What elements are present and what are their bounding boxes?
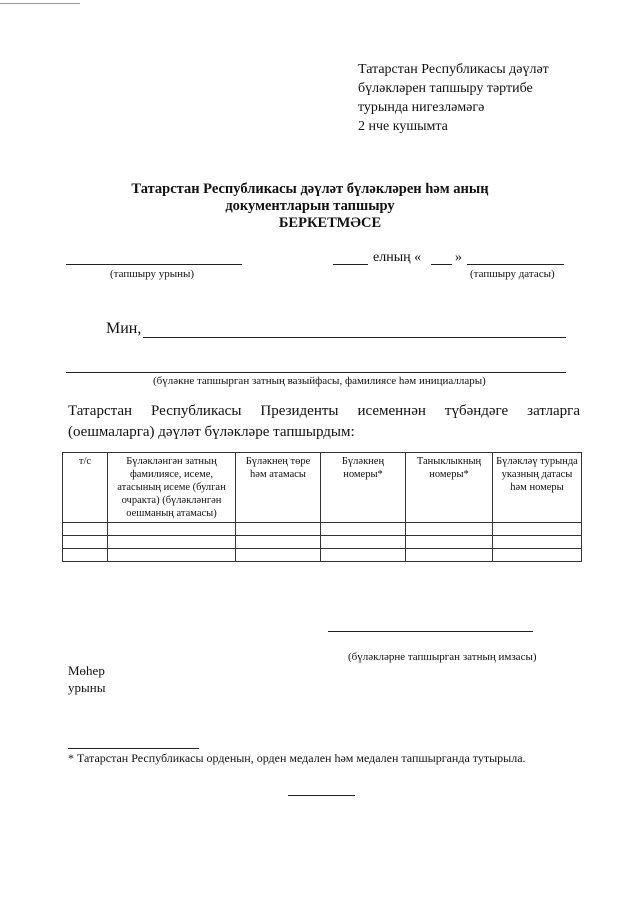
year-text: елның « [373, 250, 422, 265]
table-cell[interactable] [406, 536, 493, 549]
month-line [467, 264, 564, 265]
table-cell[interactable] [108, 549, 236, 562]
seal-line-1: Мөһер [68, 663, 105, 678]
official-caption: (бүләкне тапшырган затның вазыйфасы, фамилиясе һәм инициаллары) [153, 375, 486, 387]
appendix-line-3: турында нигезләмәгә [358, 100, 485, 115]
quote-close: » [455, 250, 462, 265]
table-cell[interactable] [321, 549, 406, 562]
day-line [333, 264, 368, 265]
table-cell[interactable] [236, 536, 321, 549]
table-cell[interactable] [321, 536, 406, 549]
seal-place [68, 662, 105, 696]
table-row [63, 536, 582, 549]
awards-table [62, 452, 582, 562]
official-name-line-2 [66, 372, 566, 373]
table-cell[interactable] [108, 523, 236, 536]
header-awardee: Бүләкләнгән затның фамилиясе, исеме, атасының исеме (булган очракта) (бүләкләнгән оешманың атамасы) [108, 453, 236, 523]
min-label: Мин, [106, 320, 142, 337]
table-row [63, 523, 582, 536]
table-cell[interactable] [493, 549, 582, 562]
table-cell[interactable] [63, 536, 108, 549]
place-line [66, 264, 242, 265]
table-cell[interactable] [406, 549, 493, 562]
document-title [100, 181, 520, 232]
header-award-number: Бүләкнең номеры* [321, 453, 406, 523]
header-decree: Бүләкләү турында указның датасы һәм номеры [493, 453, 582, 523]
title-line-3: БЕРКЕТМӘСЕ [278, 215, 382, 231]
official-name-line-1 [143, 337, 566, 338]
table-cell[interactable] [236, 549, 321, 562]
appendix-line-1: Татарстан Республикасы дәүләт [358, 62, 549, 77]
table-cell[interactable] [63, 549, 108, 562]
footnote-separator [68, 748, 199, 749]
footnote: * Татарстан Республикасы орденын, орден медален һәм медален тапшырганда тутырыла. [68, 751, 526, 765]
table-cell[interactable] [493, 523, 582, 536]
table-row [63, 549, 582, 562]
closing-line [288, 795, 355, 796]
appendix-line-2: бүләкләрен тапшыру тәртибе [358, 81, 533, 96]
title-line-2: документларын тапшыру [225, 198, 395, 214]
scan-artifact-line [0, 3, 80, 4]
place-caption: (тапшыру урыны) [110, 268, 195, 280]
table-header-row [63, 453, 582, 523]
header-certificate-number: Таныклыкның номеры* [406, 453, 493, 523]
signature-line [328, 631, 533, 632]
signature-caption: (бүләкләрне тапшырган затның имзасы) [348, 651, 537, 663]
table-cell[interactable] [406, 523, 493, 536]
table-cell[interactable] [63, 523, 108, 536]
title-line-1: Татарстан Республикасы дәүләт бүләкләрен һәм аның [131, 181, 489, 197]
header-award-type: Бүләкнең төре һәм атамасы [236, 453, 321, 523]
table-cell[interactable] [236, 523, 321, 536]
table-cell[interactable] [108, 536, 236, 549]
header-number: т/с [63, 453, 108, 523]
intro-paragraph: Татарстан Республикасы Президенты исеменнән түбәндәге затларга (оешмаларга) дәүләт бүләкләре тапшырдым: [68, 403, 580, 440]
table-cell[interactable] [493, 536, 582, 549]
appendix-note [358, 60, 549, 136]
table-cell[interactable] [321, 523, 406, 536]
day-blank-line [431, 264, 452, 265]
date-caption: (тапшыру датасы) [470, 268, 555, 280]
appendix-line-4: 2 нче кушымта [358, 119, 448, 134]
seal-line-2: урыны [68, 680, 106, 695]
